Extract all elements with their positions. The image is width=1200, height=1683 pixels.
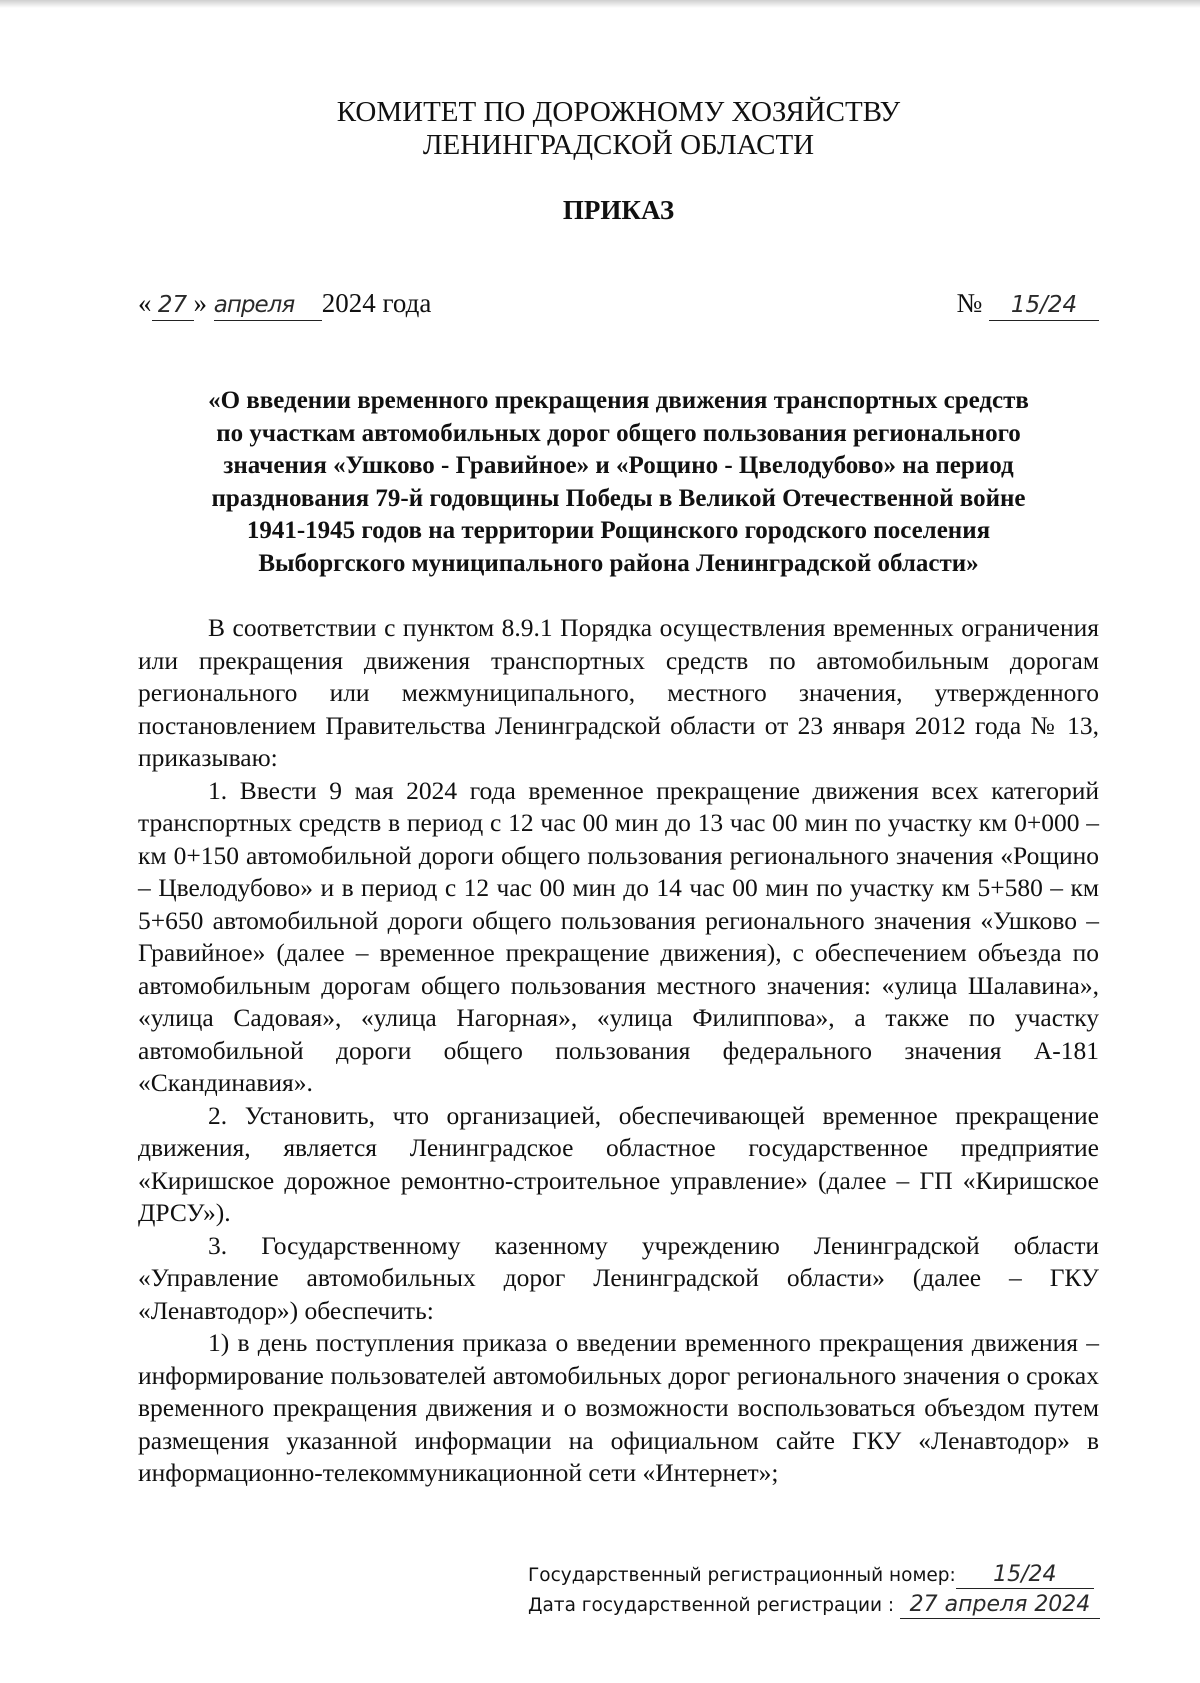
registration-date-label: Дата государственной регистрации : [528, 1595, 895, 1616]
clause-3-paragraph: 3. Государственному казенному учреждению Ленинградской области «Управление автомобильных дорог Ленинградской области» (далее – ГКУ «Ленавтодор») обеспечить: [138, 1230, 1099, 1325]
date-close-quote: » [193, 288, 207, 318]
clause-1-paragraph: 1. Ввести 9 мая 2024 года временное прекращение движения всех категорий транспортных средств в период с 12 час 00 мин до 13 час 00 мин по участку км 0+000 – км 0+150 автомобильной дороги общего пользования регионального значения «Рощино – Цвелодубово» и в период с 12 час 00 мин до 14 час 00 мин по участку км 5+580 – км 5+650 автомобильной дороги общего пользования регионального значения «Ушково – Гравийное» (далее – временное прекращение движения), с обеспечением объезда по автомобильным дорогам общего пользования местного значения: «улица Шалавина», «улица Садовая», «улица Нагорная», «улица Филиппова», а также по участку автомобильной дороги общего пользования федерального значения А-181 «Скандинавия». [138, 775, 1099, 1097]
registration-number-row [528, 1561, 1088, 1591]
subject-line: «О введении временного прекращения движения транспортных средств [208, 387, 1029, 414]
registration-number-value: 15/24 [956, 1562, 1094, 1589]
number-sign: № [956, 288, 983, 318]
date-year-text: 2024 года [321, 288, 432, 318]
subject-line: Выборгского муниципального района Ленинградской области» [258, 549, 979, 577]
issuing-organization [138, 96, 1099, 162]
handwritten-month: апреля [214, 290, 322, 321]
subject-line: значения «Ушково - Гравийное» и «Рощино - Цвелодубово» на период [223, 452, 1014, 479]
registration-date-value: 27 апреля 2024 [900, 1592, 1100, 1619]
org-line-1: КОМИТЕТ ПО ДОРОЖНОМУ ХОЗЯЙСТВУ [336, 96, 901, 128]
order-date [138, 286, 431, 321]
date-open-quote: « [138, 288, 152, 318]
order-subject [138, 385, 1099, 580]
subject-line: празднования 79-й годовщины Победы в Великой Отечественной войне [211, 484, 1026, 512]
document-type: ПРИКАЗ [562, 195, 675, 225]
clause-3-item-1-paragraph: 1) в день поступления приказа о введении временного прекращения движения – информирование пользователей автомобильных дорог регионального значения о сроках временного прекращения движения и о возможности воспользоваться объездом путем размещения указанной информации на официальном сайте ГКУ «Ленавтодор» в информационно-телекоммуникационной сети «Интернет»; [138, 1328, 1099, 1487]
clause-2-paragraph: 2. Установить, что организацией, обеспечивающей временное прекращение движения, является Ленинградское областное государственное предприятие «Киришское дорожное ремонтно-строительное управление» (далее – ГП «Киришское ДРСУ»). [138, 1100, 1099, 1227]
subject-line: 1941-1945 годов на территории Рощинского городского поселения [246, 517, 991, 544]
scan-edge [0, 0, 1200, 8]
registration-date-row [528, 1591, 1091, 1621]
registration-number-label: Государственный регистрационный номер: [528, 1565, 956, 1586]
registration-stamp [528, 1561, 1091, 1621]
order-body [138, 612, 1099, 1490]
order-number [956, 286, 1099, 321]
subject-line: по участкам автомобильных дорог общего пользования регионального [216, 419, 1021, 447]
handwritten-day: 27 [152, 290, 194, 321]
org-line-2: ЛЕНИНГРАДСКОЙ ОБЛАСТИ [422, 129, 815, 161]
handwritten-number: 15/24 [989, 290, 1099, 321]
preamble-paragraph: В соответствии с пунктом 8.9.1 Порядка осуществления временных ограничения или прекращения движения транспортных средств по автомобильным дорогам регионального или межмуниципального, местного значения, утвержденного постановлением Правительства Ленинградской области от 23 января 2012 года № 13, приказываю: [138, 613, 1099, 772]
